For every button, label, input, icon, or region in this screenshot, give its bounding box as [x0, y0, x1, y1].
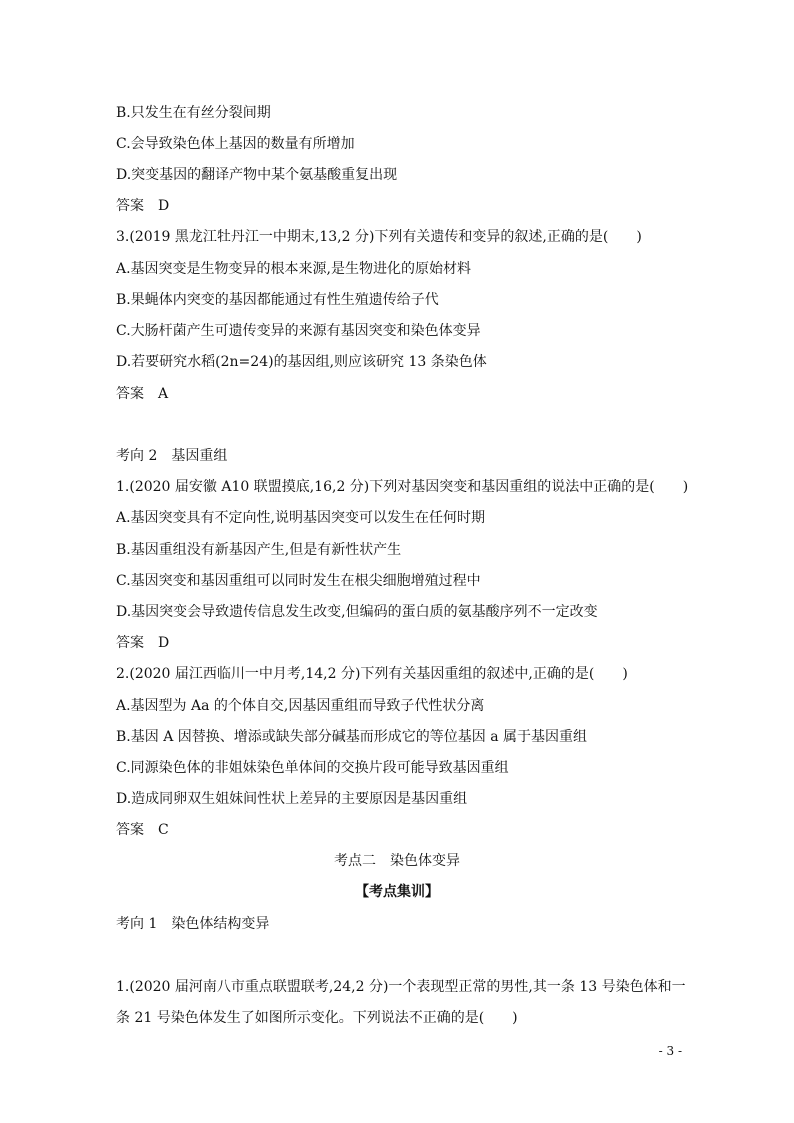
option-d: D.若要研究水稻(2n=24)的基因组,则应该研究 13 条染色体: [116, 354, 487, 370]
option-b: B.只发生在有丝分裂间期: [116, 105, 271, 121]
question-1: 1.(2020 届安徽 A10 联盟摸底,16,2 分)下列对基因突变和基因重组的说法中正确的是( ): [116, 479, 689, 495]
option-c: C.基因突变和基因重组可以同时发生在根尖细胞增殖过程中: [116, 573, 481, 589]
section-subtitle: 【考点集训】: [355, 884, 439, 900]
option-c: C.同源染色体的非姐妹染色单体间的交换片段可能导致基因重组: [116, 760, 509, 776]
topic-heading: 考向 1 染色体结构变异: [116, 916, 270, 932]
option-a: A.基因突变具有不定向性,说明基因突变可以发生在任何时期: [116, 510, 486, 526]
question-1: 1.(2020 届河南八市重点联盟联考,24,2 分)一个表现型正常的男性,其一条 13 号染色体和一: [116, 979, 686, 995]
page-number: - 3 -: [658, 1044, 682, 1058]
answer: 答案 D: [116, 198, 170, 214]
section-title: 考点二 染色体变异: [334, 853, 460, 869]
topic-heading: 考向 2 基因重组: [116, 448, 228, 464]
option-d: D.造成同卵双生姐妹间性状上差异的主要原因是基因重组: [116, 791, 468, 807]
option-a: A.基因型为 Aa 的个体自交,因基因重组而导致子代性状分离: [116, 698, 485, 714]
answer: 答案 D: [116, 635, 170, 651]
question-3: 3.(2019 黑龙江牡丹江一中期末,13,2 分)下列有关遗传和变异的叙述,正确的是( ): [116, 229, 642, 245]
option-c: C.大肠杆菌产生可遗传变异的来源有基因突变和染色体变异: [116, 323, 481, 339]
question-2: 2.(2020 届江西临川一中月考,14,2 分)下列有关基因重组的叙述中,正确的是( ): [116, 666, 628, 682]
option-c: C.会导致染色体上基因的数量有所增加: [116, 136, 355, 152]
option-b: B.果蝇体内突变的基因都能通过有性生殖遗传给子代: [116, 292, 439, 308]
option-d: D.突变基因的翻译产物中某个氨基酸重复出现: [116, 167, 398, 183]
option-b: B.基因重组没有新基因产生,但是有新性状产生: [116, 542, 402, 558]
option-a: A.基因突变是生物变异的根本来源,是生物进化的原始材料: [116, 261, 472, 277]
option-d: D.基因突变会导致遗传信息发生改变,但编码的蛋白质的氨基酸序列不一定改变: [116, 604, 598, 620]
answer: 答案 A: [116, 386, 169, 402]
answer: 答案 C: [116, 822, 169, 838]
question-1-continued: 条 21 号染色体发生了如图所示变化。下列说法不正确的是( ): [116, 1010, 518, 1026]
option-b: B.基因 A 因替换、增添或缺失部分碱基而形成它的等位基因 a 属于基因重组: [116, 729, 587, 745]
